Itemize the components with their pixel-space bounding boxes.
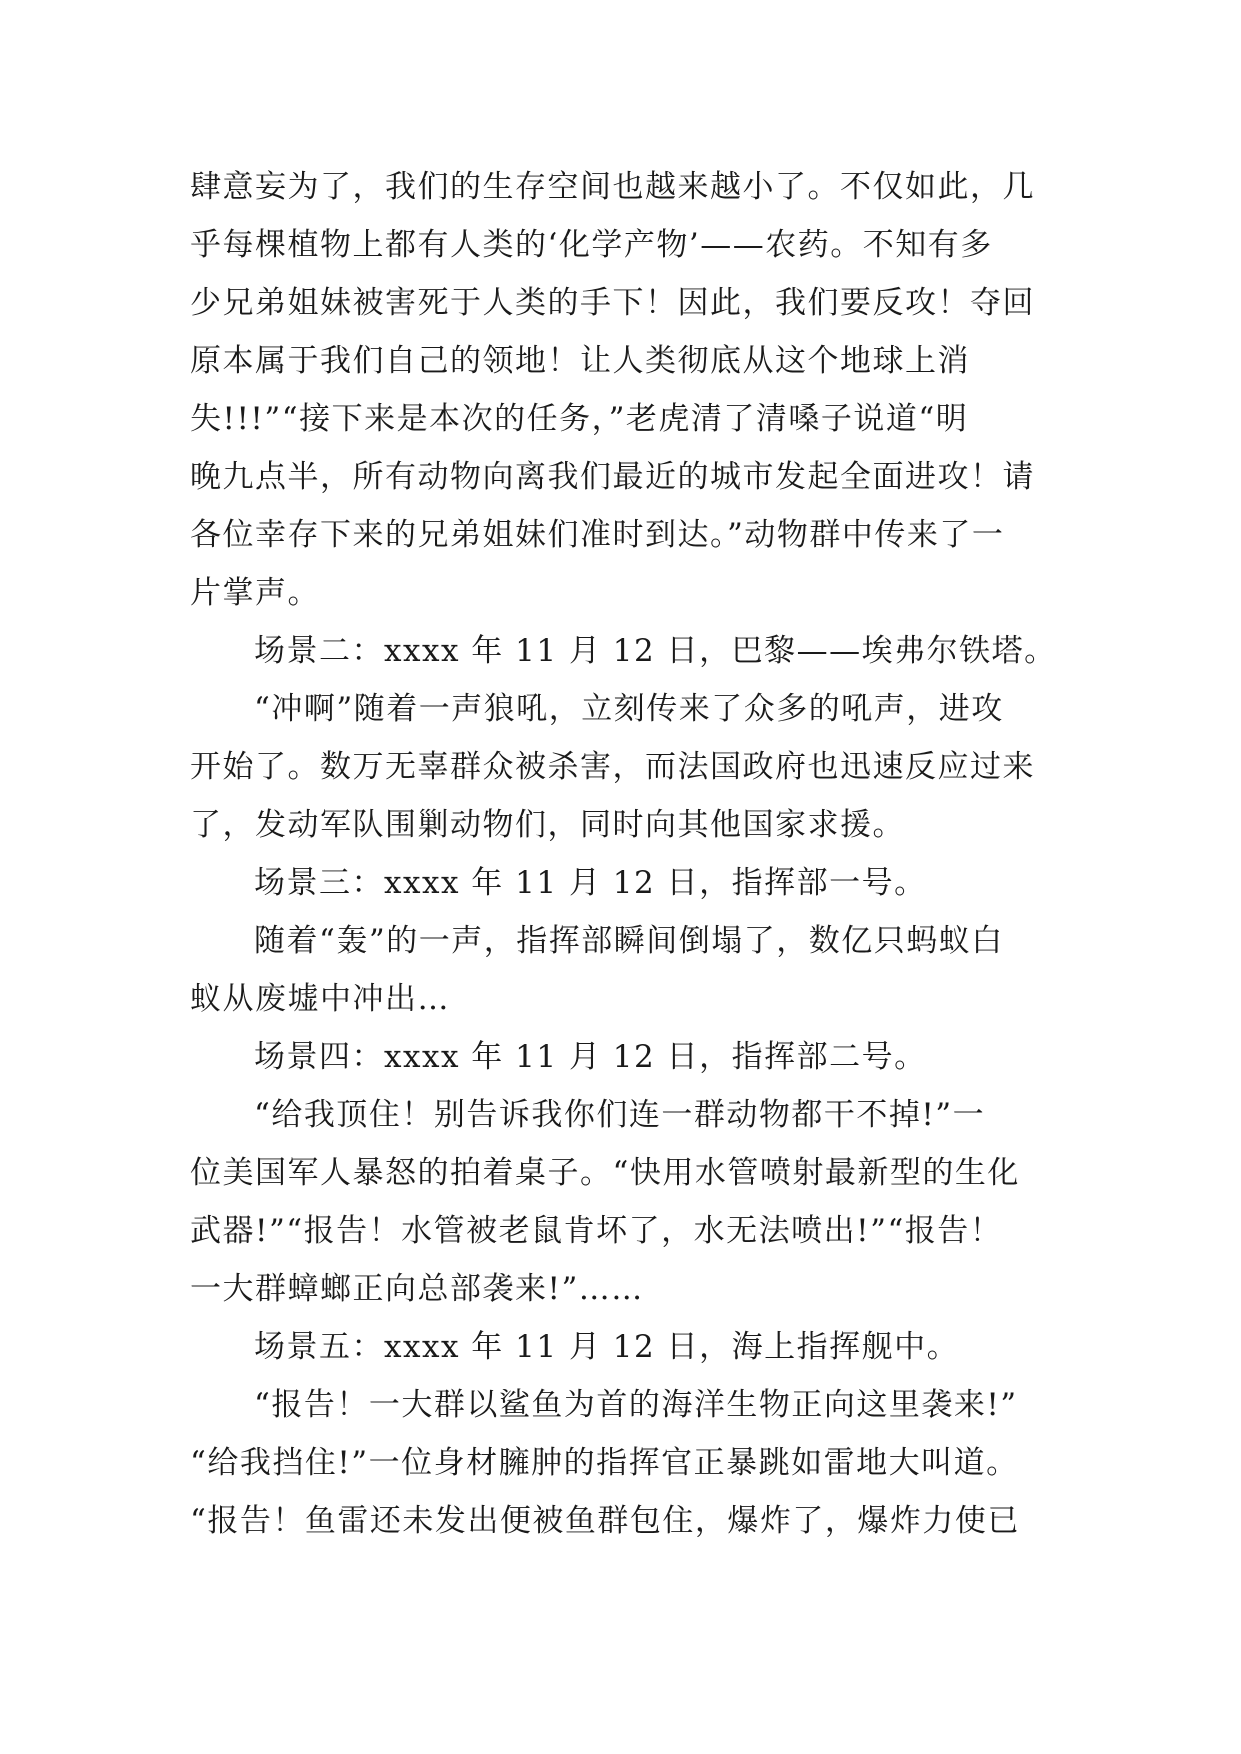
text-line: 乎每棵植物上都有人类的‘化学产物’——农药。不知有多 <box>190 227 993 263</box>
text-line: 肆意妄为了，我们的生存空间也越来越小了。不仅如此，几 <box>190 169 1035 205</box>
text-line: 片掌声。 <box>190 575 320 611</box>
text-line: 原本属于我们自己的领地！让人类彻底从这个地球上消 <box>190 343 970 379</box>
text-line: 武器!”“报告！水管被老鼠肯坏了，水无法喷出!”“报告！ <box>190 1213 1003 1249</box>
text-line: 场景五：xxxx 年 11 月 12 日，海上指挥舰中。 <box>254 1329 960 1365</box>
text-line: 各位幸存下来的兄弟姐妹们准时到达。”动物群中传来了一 <box>190 517 1005 553</box>
text-line: 场景四：xxxx 年 11 月 12 日，指挥部二号。 <box>254 1039 927 1075</box>
text-line: “报告！鱼雷还未发出便被鱼群包住，爆炸了，爆炸力使已 <box>190 1503 1020 1539</box>
text-line: 晚九点半，所有动物向离我们最近的城市发起全面进攻！请 <box>190 459 1035 495</box>
text-line: 蚁从废墟中冲出… <box>190 981 450 1017</box>
text-line: 场景二：xxxx 年 11 月 12 日，巴黎——埃弗尔铁塔。 <box>254 633 1057 669</box>
text-line: “报告！一大群以鲨鱼为首的海洋生物正向这里袭来!” <box>254 1387 1018 1423</box>
text-line: 少兄弟姐妹被害死于人类的手下！因此，我们要反攻！夺回 <box>190 285 1035 321</box>
text-line: “给我挡住!”一位身材臃肿的指挥官正暴跳如雷地大叫道。 <box>190 1445 1019 1481</box>
text-line: “冲啊”随着一声狼吼，立刻传来了众多的吼声，进攻 <box>254 691 1004 727</box>
text-line: 一大群蟑螂正向总部袭来!”…… <box>190 1271 644 1307</box>
text-line: “给我顶住！别告诉我你们连一群动物都干不掉!”一 <box>254 1097 986 1133</box>
text-line: 了，发动军队围剿动物们，同时向其他国家求援。 <box>190 807 905 843</box>
text-line: 失!!!”“接下来是本次的任务，”老虎清了清嗓子说道“明 <box>190 401 969 437</box>
text-line: 位美国军人暴怒的拍着桌子。“快用水管喷射最新型的生化 <box>190 1155 1020 1191</box>
body-text <box>190 158 1090 1550</box>
text-line: 场景三：xxxx 年 11 月 12 日，指挥部一号。 <box>254 865 927 901</box>
text-line: 随着“轰”的一声，指挥部瞬间倒塌了，数亿只蚂蚁白 <box>254 923 1004 959</box>
text-line: 开始了。数万无辜群众被杀害，而法国政府也迅速反应过来 <box>190 749 1035 785</box>
